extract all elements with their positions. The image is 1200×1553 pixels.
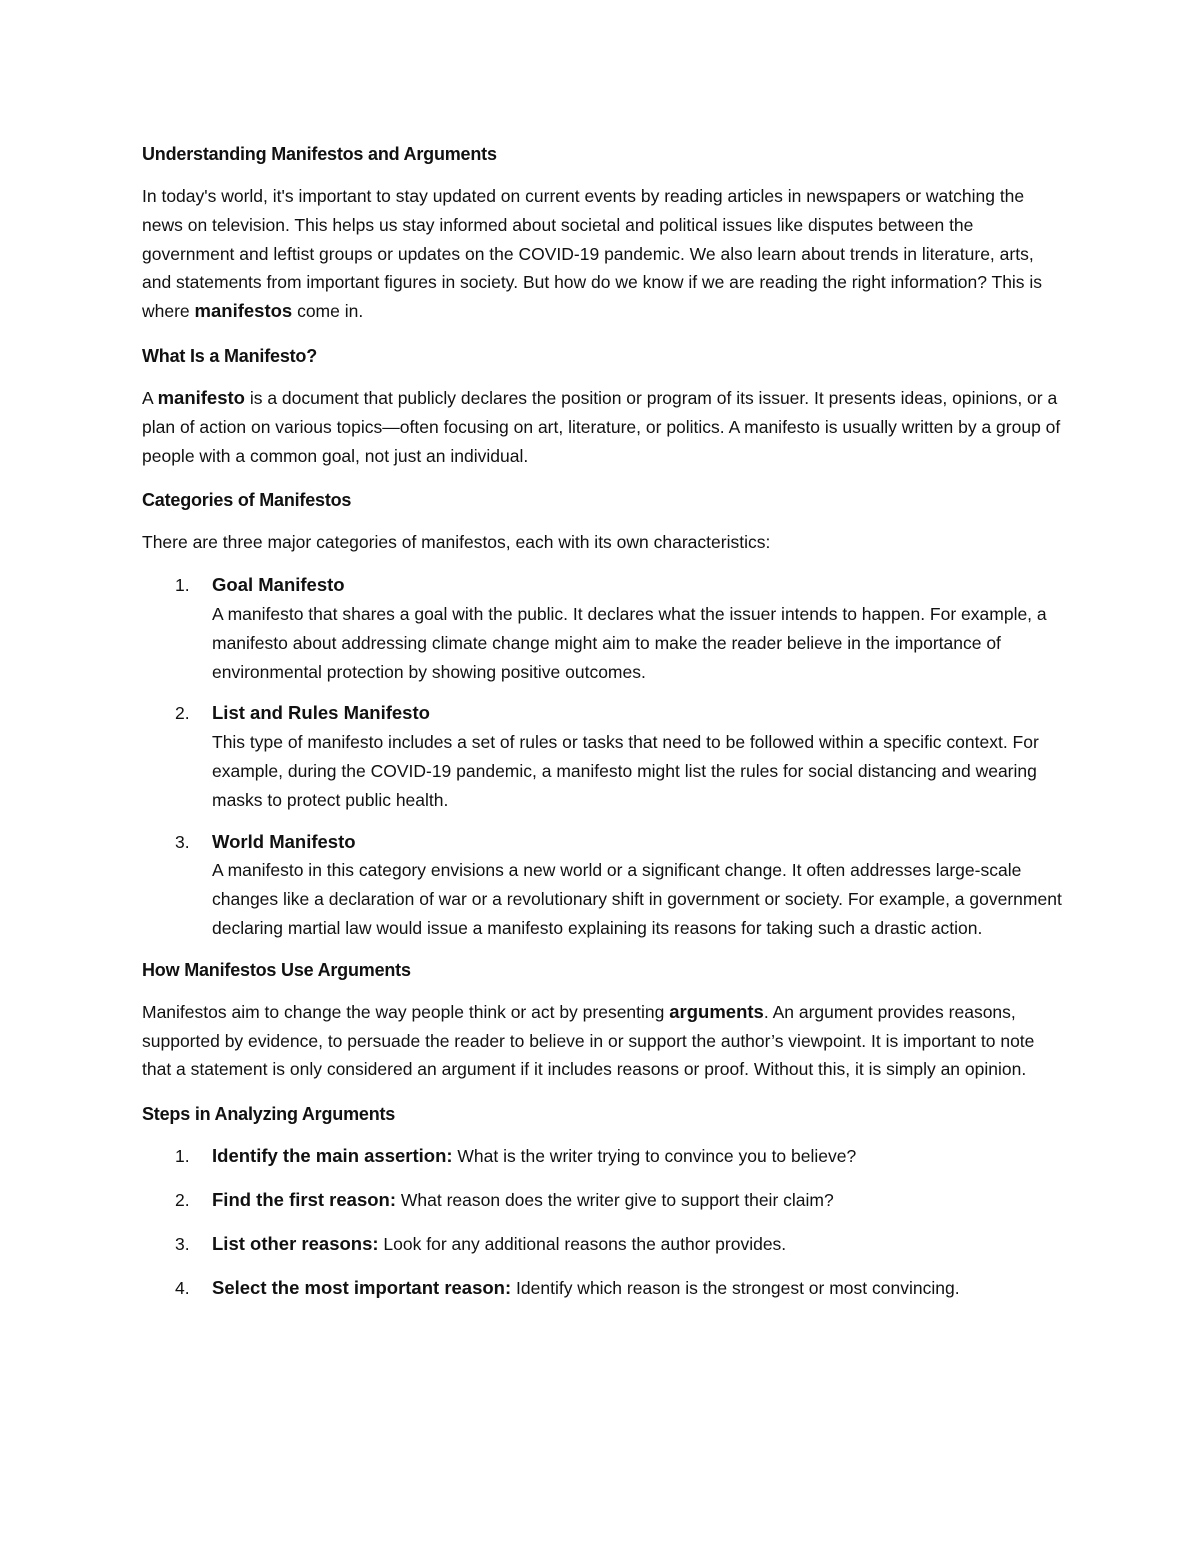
list-item-title: List and Rules Manifesto [212, 702, 430, 724]
list-item [142, 1274, 1062, 1303]
steps-heading: Steps in Analyzing Arguments [142, 1104, 396, 1125]
list-item [142, 571, 1062, 686]
steps-list [142, 1142, 1062, 1302]
list-item [142, 699, 1062, 814]
list-item-title: List other reasons: [212, 1232, 379, 1254]
list-item-text: This type of manifesto includes a set of rules or tasks that need to be followed within a specific context. For example, during the COVID-19 pandemic, a manifesto might list the rules for social distancing and wearing masks to protect public health. [212, 732, 1039, 810]
categories-list [142, 571, 1062, 943]
document-title: Understanding Manifestos and Arguments [142, 144, 497, 164]
intro-text-after: come in. [292, 301, 364, 322]
list-item-text: Look for any additional reasons the author provides. [378, 1233, 787, 1254]
categories-intro: There are three major categories of manifestos, each with its own characteristics: [142, 532, 771, 553]
document-page [142, 140, 1062, 1317]
what-is-paragraph [142, 384, 1062, 470]
list-item-title: Find the first reason: [212, 1188, 396, 1210]
list-item-text: Identify which reason is the strongest or most convincing. [511, 1277, 960, 1298]
list-item-number: 3. [175, 831, 190, 852]
what-is-heading: What Is a Manifesto? [142, 345, 318, 366]
list-item-title: Select the most important reason: [212, 1276, 512, 1298]
what-is-text-after: is a document that publicly declares the position or program of its issuer. It presents ideas, opinions, or a plan of action on various topics—often focusing on art, literature, or politics. A manifesto is usually written by a group of people with a common goal, not just an individual. [142, 387, 1061, 466]
list-item-number: 2. [175, 1189, 190, 1210]
list-item-number: 1. [175, 575, 190, 596]
arguments-text-before: Manifestos aim to change the way people think or act by presenting [142, 1001, 670, 1022]
arguments-text-after: . An argument provides reasons, supported by evidence, to persuade the reader to believe in or support the author’s viewpoint. It is important to note that a statement is only considered an argument if it includes reasons or proof. Without this, it is simply an opinion. [142, 1001, 1035, 1080]
list-item-number: 3. [175, 1233, 190, 1254]
arguments-paragraph [142, 998, 1062, 1084]
list-item-number: 4. [175, 1277, 190, 1298]
list-item-number: 1. [175, 1146, 190, 1167]
list-item-number: 2. [175, 703, 190, 724]
list-item-text: A manifesto in this category envisions a new world or a significant change. It often addresses large-scale changes like a declaration of war or a revolutionary shift in government or society. For example, a government declaring martial law would issue a manifesto explaining its reasons for taking such a drastic action. [212, 860, 1062, 938]
intro-paragraph [142, 182, 1062, 326]
list-item-title: Identify the main assertion: [212, 1145, 453, 1167]
list-item-text: A manifesto that shares a goal with the public. It declares what the issuer intends to happen. For example, a manifesto about addressing climate change might aim to make the reader believe in the importance of environmental protection by showing positive outcomes. [212, 603, 1047, 682]
what-is-text-before: A [142, 387, 158, 408]
list-item-text: What is the writer trying to convince you to believe? [452, 1146, 857, 1167]
categories-heading: Categories of Manifestos [142, 490, 352, 511]
list-item-title: Goal Manifesto [212, 574, 345, 596]
what-is-keyword: manifesto [157, 386, 245, 408]
list-item [142, 1142, 1062, 1171]
list-item-title: World Manifesto [212, 830, 356, 852]
intro-text-before: In today's world, it's important to stay updated on current events by reading articles in newspapers or watching the news on television. This helps us stay informed about societal and political issues like disputes between the government and leftist groups or updates on the COVID-19 pandemic. We also learn about trends in literature, arts, and statements from important figures in society. But how do we know if we are reading the right information? This is where [142, 186, 1043, 322]
list-item [142, 828, 1062, 943]
list-item [142, 1186, 1062, 1215]
arguments-heading: How Manifestos Use Arguments [142, 959, 411, 980]
arguments-keyword: arguments [669, 1000, 764, 1022]
list-item-text: What reason does the writer give to support their claim? [396, 1189, 834, 1210]
intro-keyword: manifestos [194, 300, 293, 322]
list-item [142, 1230, 1062, 1259]
